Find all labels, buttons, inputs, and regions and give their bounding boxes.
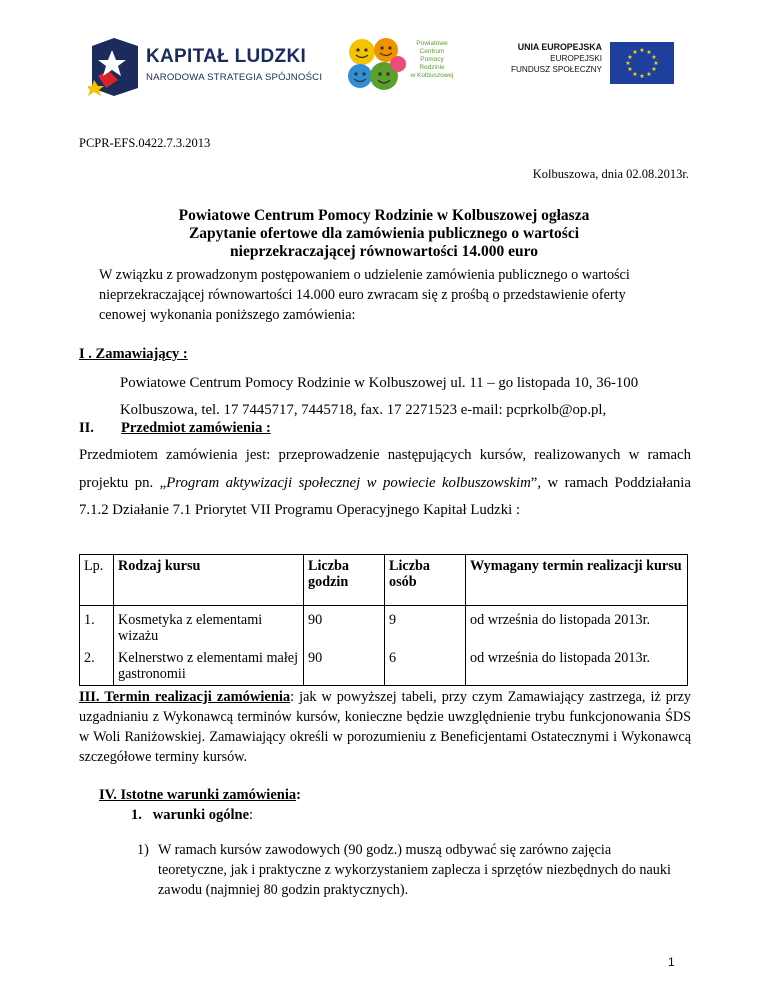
kapital-ludzki-title: KAPITAŁ LUDZKI [146,46,307,67]
svg-text:★: ★ [632,49,638,56]
table-cell: 9 [385,606,466,648]
section-2-title: II. Przedmiot zamówienia : [79,420,271,436]
section-4-title: IV. Istotne warunki zamówienia: [99,787,301,803]
svg-text:★: ★ [625,60,631,67]
ordering-party-details: Powiatowe Centrum Pomocy Rodzinie w Kolbuszowej ul. 11 – go listopada 10, 36-100 Kolbuszowa, tel. 17 7445717, 7445718, fax. 17 2271523 e-mail: pcprkolb@op.pl, [120,375,639,418]
svg-text:★: ★ [639,47,645,54]
document-heading: Powiatowe Centrum Pomocy Rodzinie w Kolbuszowej ogłasza Zapytanie ofertowe dla zamówienia publicznego o wartości nieprzekraczającej równowartości 14.000 euro [178,207,590,260]
kapital-ludzki-star-icon [88,36,144,98]
header-hours: Liczba godzin [304,555,385,606]
section-3-title: III. Termin realizacji zamówienia [79,689,291,705]
table-cell: Kosmetyka z elementami wizażu [114,606,304,648]
condition-item-1: 1) W ramach kursów zawodowych (90 godz.) muszą odbywać się zarówno zajęcia teoretyczne, jak i praktyczne z wykorzystaniem zaplecza i sprzętów niezbędnych do nauki zawodu (najmniej 80 godzin praktycznych). [137,842,671,898]
svg-text:★: ★ [627,54,633,61]
header-term: Wymagany termin realizacji kursu [466,555,688,606]
smiling-faces-icon [346,36,408,96]
date-line: Kolbuszowa, dnia 02.08.2013r. [532,167,689,181]
section-3-paragraph: III. Termin realizacji zamówienia: jak w powyższej tabeli, przy czym Zamawiający zastrzega, iż przy uzgadnianiu z Wykonawcą terminów kursów, konieczne będzie uwzględnienie trybu funkcjonowania ŚDS w Woli Raniżowskiej. Zamawiający określi w porozumieniu z Beneficjentami Ostatecznymi i Wykonawcą szczegółowe terminy kursów. [79,689,691,765]
header-lp: Lp. [80,555,114,606]
svg-text:★: ★ [653,60,659,67]
subject-paragraph: Przedmiotem zamówienia jest: przeprowadzenie następujących kursów, realizowanych w ramach projektu pn. „Program aktywizacji społecznej w powiecie kolbuszowskim”, w ramach Poddziałania 7.1.2 Działanie 7.1 Priorytet VII Programu Operacyjnego Kapitał Ludzki : [79,447,691,518]
svg-text:★: ★ [646,49,652,56]
table-cell: 2. [80,647,114,686]
eu-logo [508,40,678,86]
svg-text:★: ★ [639,73,645,80]
table-cell: 90 [304,647,385,686]
table-cell: 90 [304,606,385,648]
svg-text:★: ★ [646,71,652,78]
svg-text:★: ★ [627,66,633,73]
table-cell: 6 [385,647,466,686]
table-cell: od września do listopada 2013r. [466,647,688,686]
kapital-ludzki-logo [88,36,323,98]
svg-text:★: ★ [632,71,638,78]
section-1-title: I . Zamawiający : [79,346,188,362]
table-header-row [80,555,688,606]
table-row [80,606,688,648]
courses-table [79,554,688,686]
svg-text:★: ★ [651,54,657,61]
table-cell: 1. [80,606,114,648]
reference-number: PCPR-EFS.0422.7.3.2013 [79,136,211,150]
table-cell: od września do listopada 2013r. [466,606,688,648]
header-course-type: Rodzaj kursu [114,555,304,606]
eu-flag-icon [610,42,674,84]
kapital-ludzki-subtitle: NARODOWA STRATEGIA SPÓJNOŚCI [146,72,323,83]
svg-text:★: ★ [651,66,657,73]
eu-logo-text: UNIA EUROPEJSKA EUROPEJSKI FUNDUSZ SPOŁECZNY [511,42,602,74]
header-persons: Liczba osób [385,555,466,606]
table-row [80,647,688,686]
pcpr-logo-text: Powiatowe Centrum Pomocy Rodzinie w Kolbuszowej [410,40,454,79]
table-cell: Kelnerstwo z elementami małej gastronomii [114,647,304,686]
intro-paragraph: W związku z prowadzonym postępowaniem o udzielenie zamówienia publicznego o wartości nieprzekraczającej równowartości 14.000 euro zwracam się z prośbą o przedstawienie oferty cenowej wykonania poniższego zamówienia: [99,267,630,323]
page-number: 1 [668,955,675,969]
general-conditions-heading: 1. warunki ogólne: [131,807,254,823]
pcpr-logo [346,36,456,96]
